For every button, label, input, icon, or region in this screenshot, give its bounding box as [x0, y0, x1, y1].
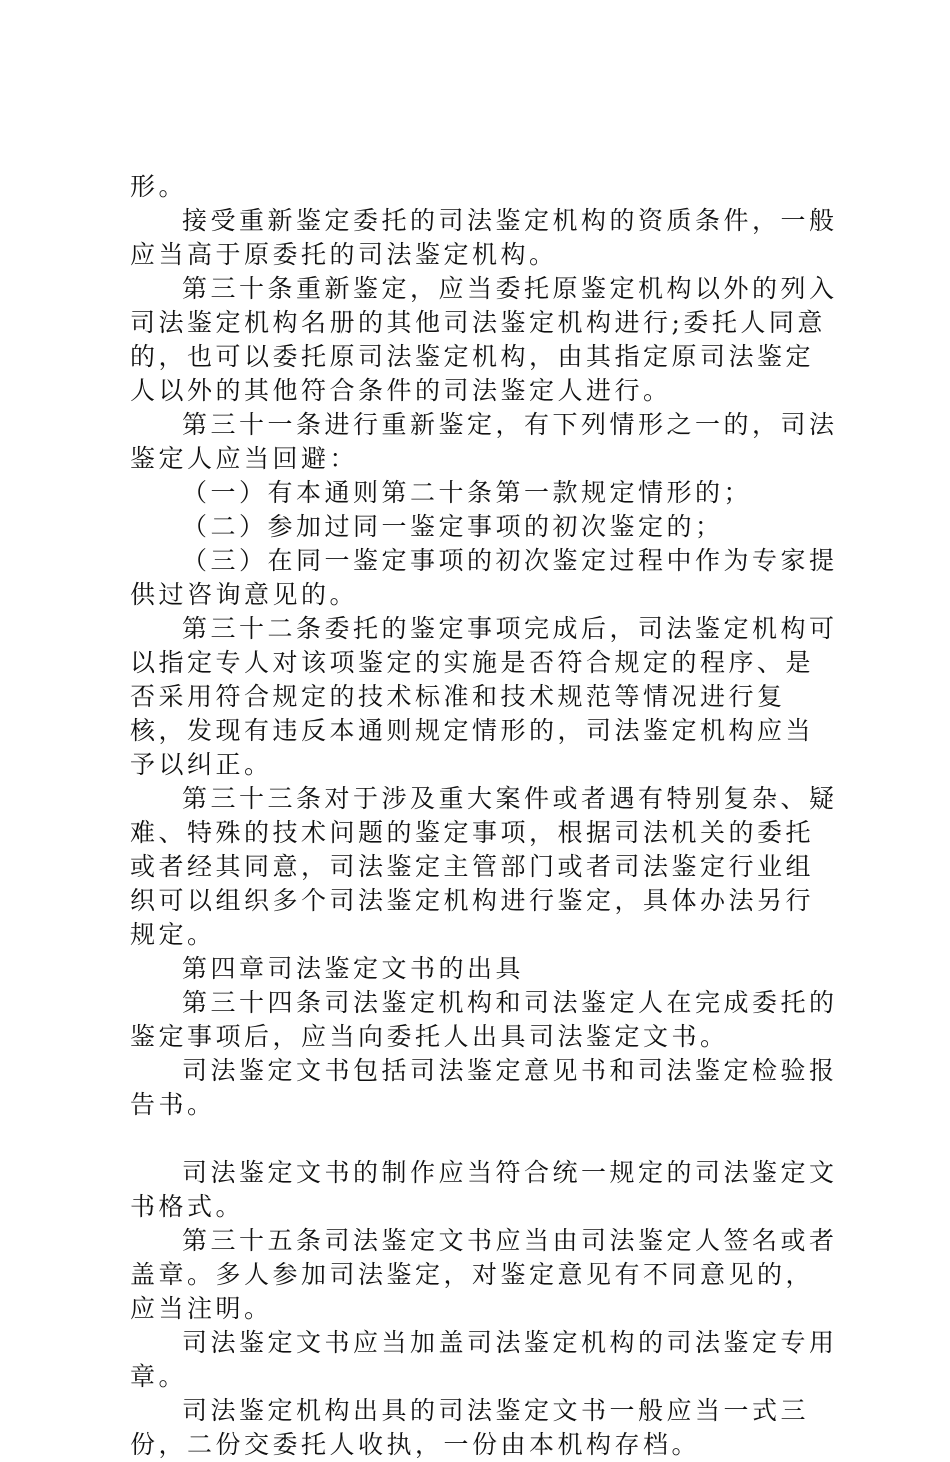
article-31-item-2: （二）参加过同一鉴定事项的初次鉴定的； [182, 512, 724, 541]
article-31-item-1: （一）有本通则第二十条第一款规定情形的； [182, 478, 753, 507]
document-body [130, 170, 840, 1462]
chapter-4-heading: 第四章司法鉴定文书的出具 [182, 954, 525, 983]
article-35: 第三十五条司法鉴定文书应当由司法鉴定人签名或者盖章。多人参加司法鉴定，对鉴定意见有不同意见的，应当注明。 [130, 1226, 838, 1323]
paragraph-qualification: 接受重新鉴定委托的司法鉴定机构的资质条件，一般应当高于原委托的司法鉴定机构。 [130, 206, 838, 269]
blank-line [130, 1122, 840, 1156]
paragraph-seal: 司法鉴定文书应当加盖司法鉴定机构的司法鉴定专用章。 [130, 1328, 838, 1391]
article-32: 第三十二条委托的鉴定事项完成后，司法鉴定机构可以指定专人对该项鉴定的实施是否符合规定的程序、是否采用符合规定的技术标准和技术规范等情况进行复核，发现有违反本通则规定情形的，司法鉴定机构应当予以纠正。 [130, 614, 838, 779]
article-33: 第三十三条对于涉及重大案件或者遇有特别复杂、疑难、特殊的技术问题的鉴定事项，根据司法机关的委托或者经其同意，司法鉴定主管部门或者司法鉴定行业组织可以组织多个司法鉴定机构进行鉴定，具体办法另行规定。 [130, 784, 838, 949]
paragraph-continuation: 形。 [130, 172, 188, 201]
article-31-item-3: （三）在同一鉴定事项的初次鉴定过程中作为专家提供过咨询意见的。 [130, 546, 838, 609]
paragraph-copies: 司法鉴定机构出具的司法鉴定文书一般应当一式三份，二份交委托人收执，一份由本机构存档。 [130, 1396, 810, 1459]
article-34: 第三十四条司法鉴定机构和司法鉴定人在完成委托的鉴定事项后，应当向委托人出具司法鉴定文书。 [130, 988, 838, 1051]
article-31: 第三十一条进行重新鉴定，有下列情形之一的，司法鉴定人应当回避： [130, 410, 838, 473]
article-30: 第三十条重新鉴定，应当委托原鉴定机构以外的列入司法鉴定机构名册的其他司法鉴定机构进行;委托人同意的，也可以委托原司法鉴定机构，由其指定原司法鉴定人以外的其他符合条件的司法鉴定人进行。 [130, 274, 838, 405]
paragraph-document-format: 司法鉴定文书的制作应当符合统一规定的司法鉴定文书格式。 [130, 1158, 838, 1221]
paragraph-document-types: 司法鉴定文书包括司法鉴定意见书和司法鉴定检验报告书。 [130, 1056, 838, 1119]
